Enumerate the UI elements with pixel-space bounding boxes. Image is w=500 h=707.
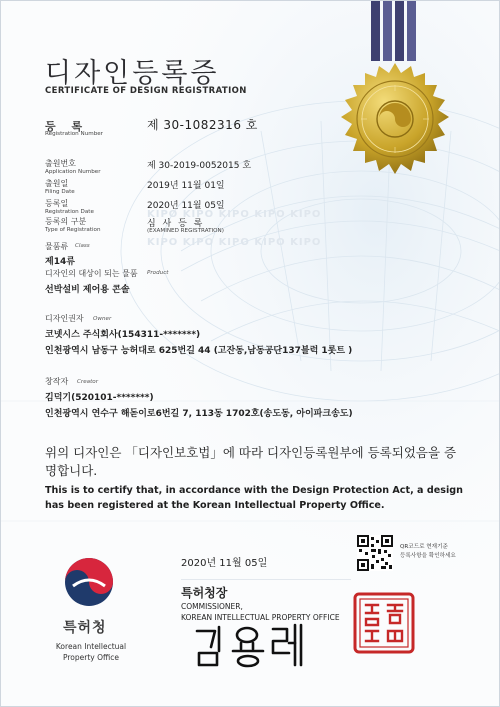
registration-label-english: Registration Number [45,131,103,137]
filing-date-value: 2019년 11월 01일 [147,181,225,191]
registration-date-value: 2020년 11월 05일 [147,201,225,211]
filing-date-label-english: Filing Date [45,189,75,195]
application-number-value: 제 30-2019-0052015 호 [147,161,252,171]
creator-address: 인천광역시 연수구 해돋이로6번길 7, 113동 1702호(송도동, 아이파크송도) [45,409,353,419]
official-red-stamp [352,591,416,655]
product-label-english: Product [147,270,169,276]
creator-name: 김덕기(520101-*******) [45,393,154,403]
class-label-english: Class [75,243,90,249]
office-name-english-line1: Korean Intellectual [55,642,127,651]
registration-date-label-english: Registration Date [45,209,94,215]
creator-label-english: Creator [77,379,98,385]
creator-label: 창작자 [45,377,69,386]
registration-type-value: 심 사 등 록 [147,219,205,229]
registration-type-label-english: Type of Registration [45,227,101,233]
registration-type-label: 등록의 구분 [45,217,87,226]
qr-note-line1: QR코드로 현재기준 [400,544,448,550]
office-name-english-line2: Property Office [62,653,119,662]
kipo-watermark: KIPO KIPO KIPO KIPO KIPO [147,209,322,220]
registration-number: 제 30-1082316 호 [147,118,258,132]
commissioner-title-english-line2: KOREAN INTELLECTUAL PROPERTY OFFICE [181,613,340,622]
registration-date-label: 등록일 [45,199,69,208]
kipo-watermark: KIPO KIPO KIPO KIPO KIPO [147,237,322,248]
seal-ribbons [367,1,427,61]
owner-label: 디자인권자 [45,314,84,323]
class-label: 물품류 [45,242,69,251]
application-number-label: 출원번호 [45,159,76,168]
registration-type-value-english: (EXAMINED REGISTRATION) [147,228,224,234]
class-value: 제14류 [45,257,75,267]
registration-label: 등 록 [45,120,89,133]
office-name: 특허청 [63,620,107,636]
qr-code-icon[interactable] [357,535,393,571]
owner-address: 인천광역시 남동구 능허대로 625번길 44 (고잔동,남동공단137블럭 1롯트 ) [45,346,353,356]
certificate-title-english: CERTIFICATE OF DESIGN REGISTRATION [45,86,247,96]
gold-seal-emblem [339,63,451,175]
commissioner-title-english-line1: COMMISSIONER, [181,602,243,611]
issue-date: 2020년 11월 05일 [181,558,268,569]
owner-name: 코넷시스 주식회사(154311-*******) [45,330,201,340]
product-value: 선박설비 제어용 콘솔 [45,285,130,295]
application-number-label-english: Application Number [45,169,101,175]
qr-note-line2: 등록사항을 확인하세요 [400,553,456,559]
commissioner-title: 특허청장 [181,586,228,600]
product-label: 디자인의 대상이 되는 물품 [45,269,138,278]
certificate-title: 디자인등록증 [45,58,220,89]
certification-statement-english: This is to certify that, in accordance with the Design Protection Act, a design has been registered at the Korean Intellectual Property Office. [45,485,463,511]
kipo-taegeuk-logo [63,556,115,608]
divider [181,579,351,580]
owner-label-english: Owner [93,316,112,322]
filing-date-label: 출원일 [45,179,69,188]
commissioner-signature [191,621,311,669]
certification-statement: 위의 디자인은 「디자인보호법」에 따라 디자인등록원부에 등록되었음을 증명합니다. [45,445,457,478]
